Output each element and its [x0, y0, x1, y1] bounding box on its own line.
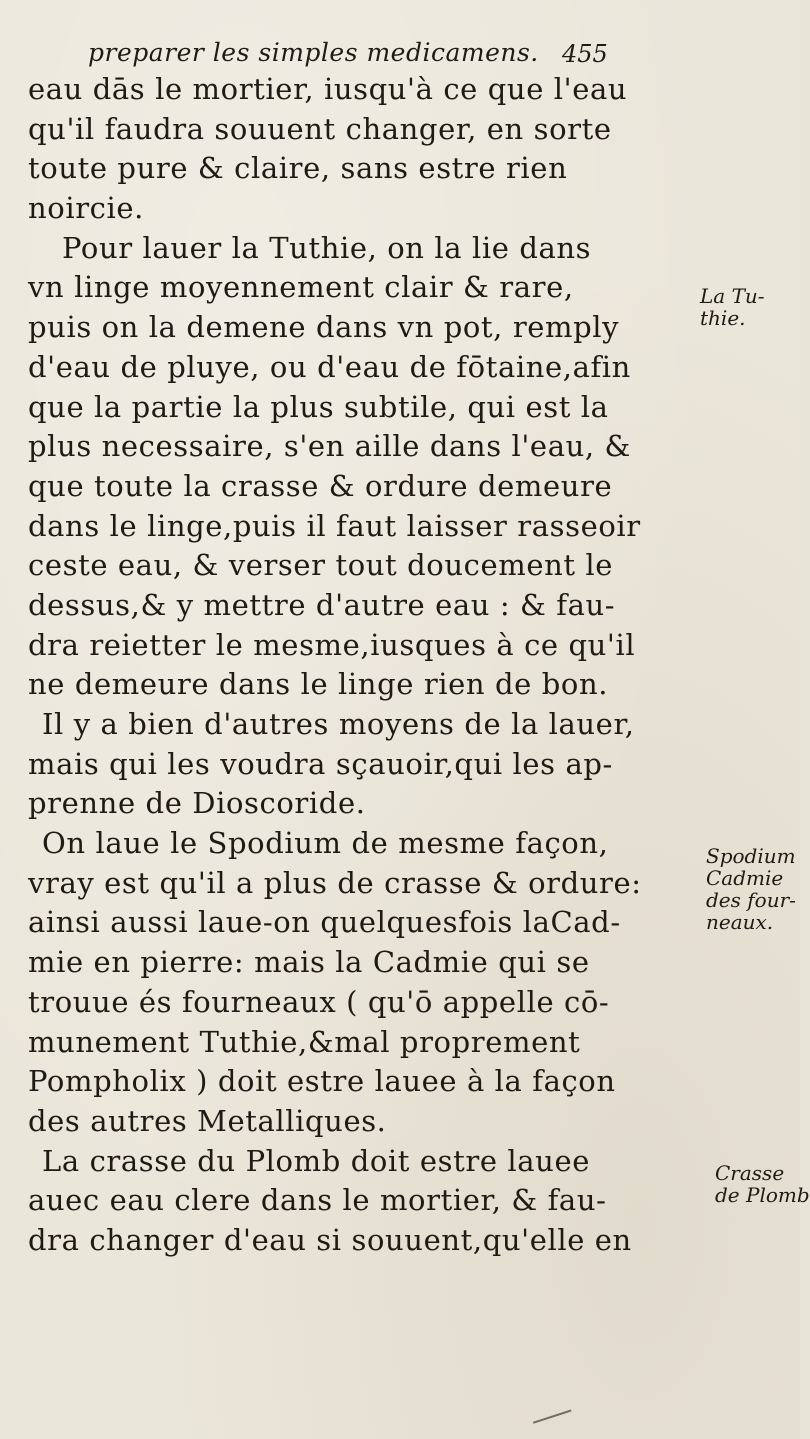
margin-note-line: de Plomb [715, 1183, 810, 1207]
text-line: munement Tuthie,&mal proprement [28, 1024, 581, 1059]
text-line: d'eau de pluye, ou d'eau de fōtaine,afin [28, 349, 631, 384]
text-line: plus necessaire, s'en aille dans l'eau, & [28, 429, 631, 464]
page-number: 455 [562, 40, 608, 68]
margin-note-line: neaux. [706, 910, 774, 934]
margin-note-line: thie. [700, 306, 746, 330]
margin-note-spodium [706, 845, 796, 933]
text-line: des autres Metalliques. [28, 1103, 387, 1138]
text-line: On laue le Spodium de mesme façon, [42, 826, 609, 861]
text-line: dra changer d'eau si souuent,qu'elle en [28, 1222, 632, 1257]
margin-note-line: des four- [706, 888, 796, 912]
text-line: La crasse du Plomb doit estre lauee [42, 1143, 590, 1178]
text-line: que toute la crasse & ordure demeure [28, 468, 613, 503]
margin-note-line: Spodium [706, 844, 796, 868]
text-line: eau dās le mortier, iusqu'à ce que l'eau [28, 72, 628, 106]
margin-note-line: Crasse [715, 1161, 785, 1185]
text-line: Il y a bien d'autres moyens de la lauer, [42, 707, 635, 741]
text-line: vray est qu'il a plus de crasse & ordure: [28, 865, 642, 900]
text-line: vn linge moyennement clair & rare, [28, 270, 574, 305]
text-line: que la partie la plus subtile, qui est la [28, 389, 609, 424]
text-line: puis on la demene dans vn pot, remply [28, 310, 620, 345]
text-line: dans le linge,puis il faut laisser rasseoir [28, 508, 641, 543]
margin-note-line: La Tu- [700, 284, 765, 308]
text-line: auec eau clere dans le mortier, & fau- [28, 1183, 607, 1218]
text-line: mie en pierre: mais la Cadmie qui se [28, 945, 590, 980]
text-line: trouue és fourneaux ( qu'ō appelle cō- [28, 984, 610, 1019]
margin-note-line: Cadmie [706, 866, 784, 890]
text-line: prenne de Dioscoride. [28, 786, 366, 821]
text-line: ne demeure dans le linge rien de bon. [28, 667, 609, 702]
margin-note-plomb [715, 1162, 810, 1206]
text-line: ainsi aussi laue-on quelquesfois laCad- [28, 905, 621, 940]
text-line: Pompholix ) doit estre lauee à la façon [28, 1064, 616, 1099]
text-line: ceste eau, & verser tout doucement le [28, 548, 614, 583]
text-line: dra reietter le mesme,iusques à ce qu'il [28, 627, 636, 662]
text-line: Pour lauer la Tuthie, on la lie dans [62, 230, 592, 265]
text-line: noircie. [28, 191, 144, 226]
running-head: preparer les simples medicamens. [88, 38, 539, 67]
text-line: qu'il faudra souuent changer, en sorte [28, 111, 612, 146]
text-line: toute pure & claire, sans estre rien [28, 151, 568, 186]
text-line: dessus,& y mettre d'autre eau : & fau- [28, 587, 616, 622]
text-line: mais qui les voudra sçauoir,qui les ap- [28, 746, 613, 781]
margin-note-tuthie [700, 285, 765, 329]
